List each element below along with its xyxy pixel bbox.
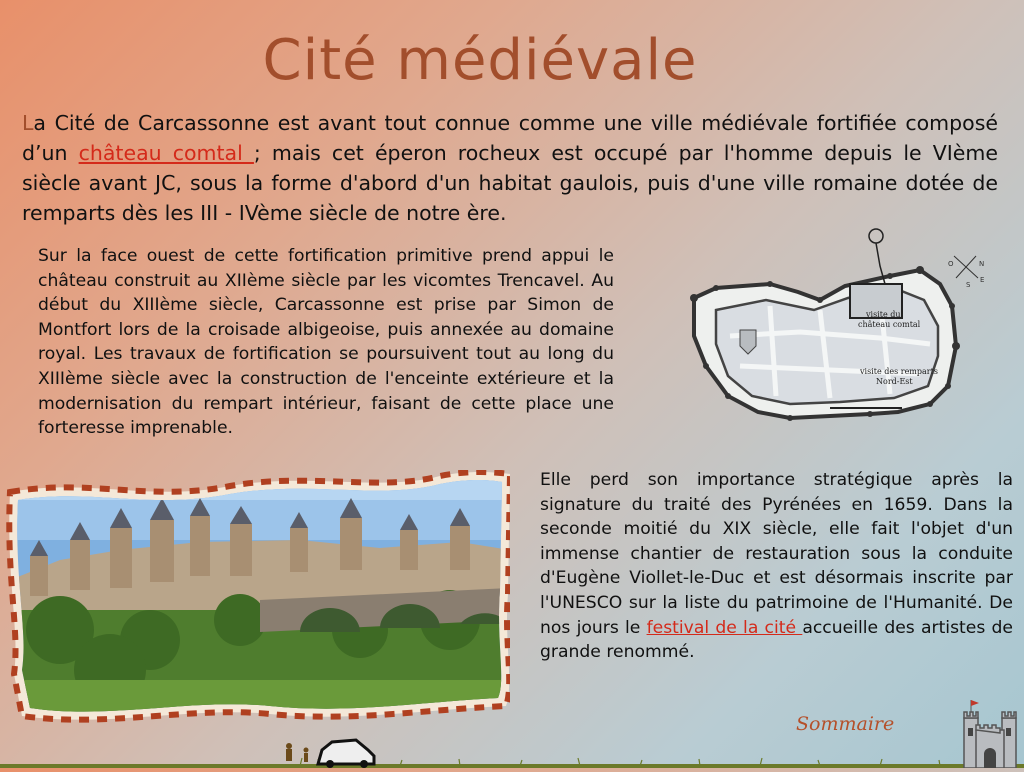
- map-label-ramparts-2: Nord-Est: [876, 377, 913, 386]
- para3-text-end: accueille des artistes de grande renommé.: [540, 617, 1014, 663]
- festival-link[interactable]: festival de la cité: [646, 617, 803, 638]
- history-paragraph: Sur la face ouest de cette fortification primitive prend appui le château construit au XIIème siècle par les vicomtes Trencavel. Au début du XIIIème siècle, Carcassonne est prise par Simon de Montfort lors de la croisade albigeoise, puis annexée au domaine royal. Les travaux de fortification se poursuivent tout au long du XIIIème siècle avec la construction de l'enceinte extérieure et la modernisation du rempart intérieur, faisant de cette place une forteresse imprenable.: [38, 246, 614, 439]
- chateau-comtal-link[interactable]: château comtal: [78, 141, 254, 165]
- sommaire-link[interactable]: Sommaire: [796, 713, 895, 735]
- car-icon: [318, 740, 374, 768]
- intro-dropcap: L: [22, 111, 34, 135]
- map-label-ramparts-1: visite des remparts: [860, 367, 938, 376]
- compass-rose-icon: [948, 256, 984, 289]
- footer-decoration: [0, 726, 1024, 768]
- compass-o: O: [948, 260, 954, 268]
- map-label-castle-2: château comtal: [858, 320, 921, 329]
- compass-s: S: [966, 281, 971, 289]
- pedestrian-icon: [286, 743, 309, 762]
- compass-e: E: [980, 276, 985, 284]
- para3-text-start: Elle perd son importance stratégique après la signature du traité des Pyrénées en 1659. Dans la seconde moitié du XIX siècle, elle fait l'objet d'un immense chantier de restauration sous la conduite d'Eugène Viollet-le-Duc et est désormais inscrite par l'UNESCO sur la liste du patrimoine de l'Humanité. De nos jours le: [540, 470, 1013, 638]
- intro-paragraph: [22, 108, 998, 228]
- compass-n: N: [979, 260, 985, 268]
- map-label-castle-1: visite du: [866, 310, 901, 319]
- intro-text-end: ; mais cet éperon rocheux est occupé par l'homme depuis le VIème siècle avant JC, sous la forme d'abord d'un habitat gaulois, puis d'une ville romaine dotée de remparts dès les III - IVème siècle de notre ère.: [22, 141, 998, 225]
- slide-title: Cité médiévale: [262, 28, 698, 93]
- carcassonne-photo: [0, 470, 510, 725]
- intro-text-start: a Cité de Carcassonne est avant tout connue comme une ville médiévale fortifiée composé d’un: [22, 111, 998, 165]
- city-map: [680, 226, 1000, 441]
- castle-icon: [958, 694, 1024, 768]
- modern-history-paragraph: [540, 468, 1013, 665]
